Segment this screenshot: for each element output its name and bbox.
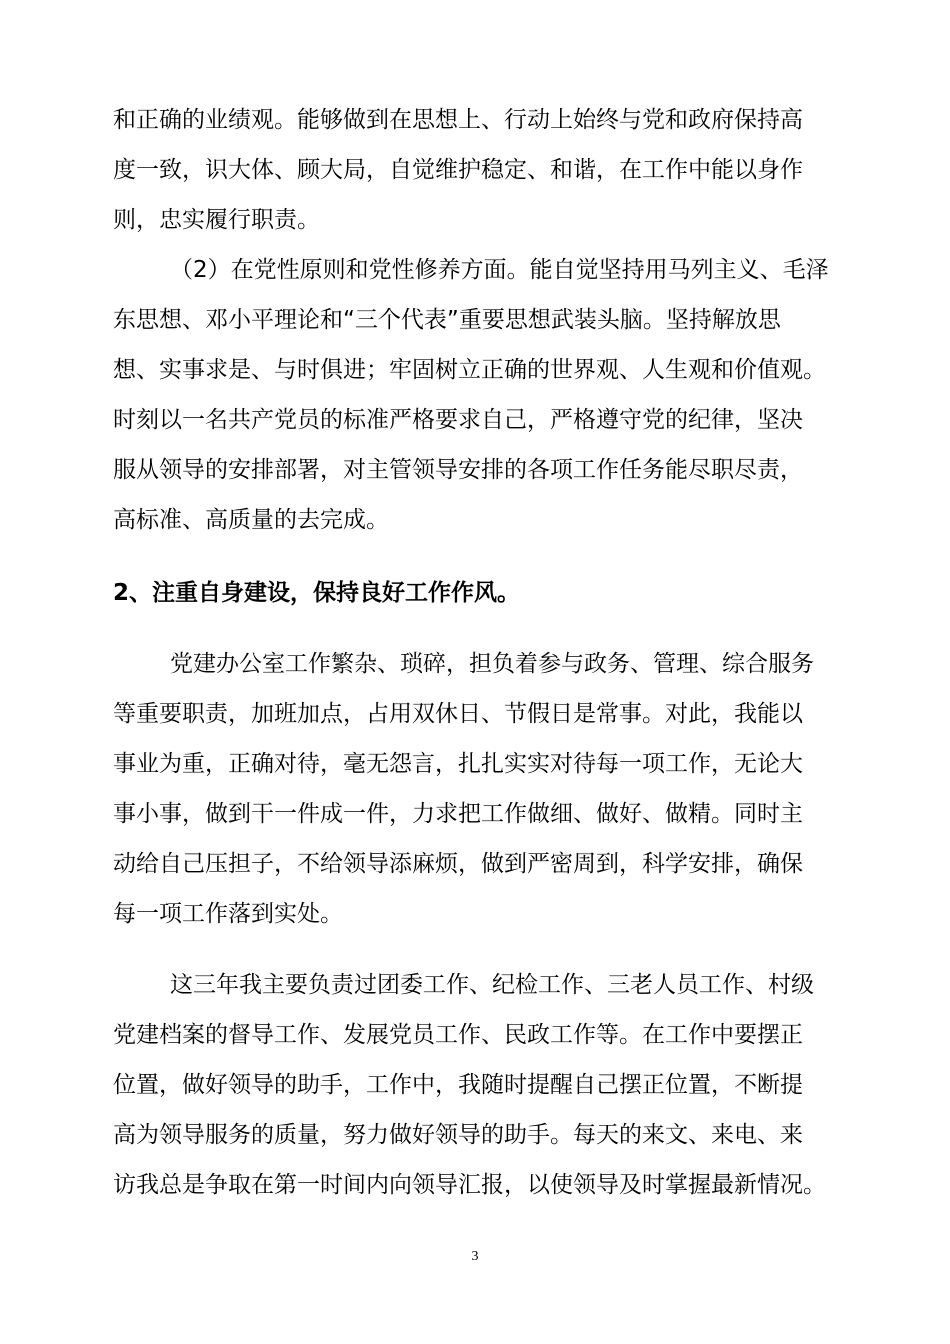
- paragraph-4-line-4: 高为领导服务的质量，努力做好领导的助手。每天的来文、来电、来: [113, 1122, 803, 1148]
- paragraph-2-line-5: 服从领导的安排部署，对主管领导安排的各项工作任务能尽职尽责，: [113, 457, 803, 483]
- paragraph-2-line-6: 高标准、高质量的去完成。: [113, 507, 389, 533]
- paragraph-3-line-3: 事业为重，正确对待，毫无怨言，扎扎实实对待每一项工作，无论大: [113, 751, 803, 777]
- paragraph-2-line-1: （2）在党性原则和党性修养方面。能自觉坚持用马列主义、毛泽: [170, 257, 829, 283]
- paragraph-1-line-2: 度一致，识大体、顾大局，自觉维护稳定、和谐，在工作中能以身作: [113, 157, 803, 183]
- page-number: 3: [471, 1249, 479, 1264]
- paragraph-4-line-5: 访我总是争取在第一时间内向领导汇报，以使领导及时掌握最新情况。: [113, 1172, 826, 1198]
- paragraph-2-line-4: 时刻以一名共产党员的标准严格要求自己，严格遵守党的纪律，坚决: [113, 407, 803, 433]
- paragraph-3-line-2: 等重要职责，加班加点，占用双休日、节假日是常事。对此，我能以: [113, 701, 803, 727]
- section-heading: 2、注重自身建设，保持良好工作作风。: [113, 580, 521, 606]
- paragraph-3-line-1: 党建办公室工作繁杂、琐碎，担负着参与政务、管理、综合服务: [170, 651, 814, 677]
- paragraph-3-line-4: 事小事，做到干一件成一件，力求把工作做细、做好、做精。同时主: [113, 801, 803, 827]
- paragraph-1-line-1: 和正确的业绩观。能够做到在思想上、行动上始终与党和政府保持高: [113, 107, 803, 133]
- paragraph-3-line-5: 动给自己压担子，不给领导添麻烦，做到严密周到，科学安排，确保: [113, 851, 803, 877]
- paragraph-4-line-2: 党建档案的督导工作、发展党员工作、民政工作等。在工作中要摆正: [113, 1022, 803, 1048]
- paragraph-2-line-2: 东思想、邓小平理论和“三个代表”重要思想武装头脑。坚持解放思: [113, 307, 781, 333]
- paragraph-4-line-1: 这三年我主要负责过团委工作、纪检工作、三老人员工作、村级: [170, 972, 814, 998]
- paragraph-3-line-6: 每一项工作落到实处。: [113, 901, 343, 927]
- paragraph-2-line-3: 想、实事求是、与时俱进；牢固树立正确的世界观、人生观和价值观。: [113, 357, 826, 383]
- paragraph-4-line-3: 位置，做好领导的助手，工作中，我随时提醒自己摆正位置，不断提: [113, 1072, 803, 1098]
- paragraph-1-line-3: 则，忠实履行职责。: [113, 207, 320, 233]
